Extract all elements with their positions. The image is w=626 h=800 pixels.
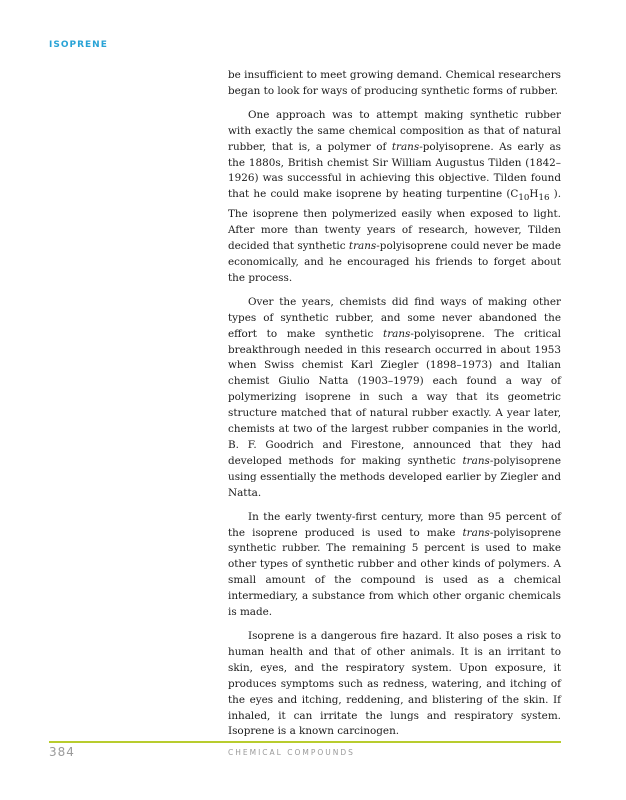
running-header: ISOPRENE	[49, 40, 108, 50]
paragraph-2: One approach was to attempt making synthetic rubber with exactly the same chemical composition as that of natural rubber, that is, a polymer of trans-polyisoprene. As early as the 1880s, British chemist Sir William Augustus Tilden (1842–1926) was successful in achieving this objective. Tilden found that he could make isoprene by heating turpentine ($C_{10}H_{16}$ ). The isoprene then polymerized easily when exposed to light. After more than twenty years of research, however, Tilden decided that synthetic trans-polyisoprene could never be made economically, and he encouraged his friends to forget about the process.	[228, 108, 562, 284]
paragraph-4: In the early twenty-first century, more than 95 percent of the isoprene produced is used to make trans-polyisoprene synthetic rubber. The remaining 5 percent is used to make other types of synthetic rubber and other kinds of polymers. A small amount of the compound is used as a chemical intermediary, a substance from which other organic chemicals is made.	[228, 510, 561, 619]
paragraph-5: Isoprene is a dangerous fire hazard. It also poses a risk to human health and that of other animals. It is an irritant to skin, eyes, and the respiratory system. Upon exposure, it produces symptoms such as redness, watering, and itching of the eyes and itching, reddening, and blistering of the skin. If inhaled, it can irritate the lungs and respiratory system. Isoprene is a known carcinogen.	[228, 629, 561, 738]
paragraph-3: Over the years, chemists did find ways of making other types of synthetic rubber, and some never abandoned the effort to make synthetic trans-polyisoprene. The critical breakthrough needed in this research occurred in about 1953 when Swiss chemist Karl Ziegler (1898–1973) and Italian chemist Giulio Natta (1903–1979) each found a way of polymerizing isoprene in such a way that its geometric structure matched that of natural rubber exactly. A year later, chemists at two of the largest rubber companies in the world, B. F. Goodrich and Firestone, announced that they had developed methods for making synthetic trans-polyisoprene using essentially the methods developed earlier by Ziegler and Natta.	[228, 295, 562, 499]
paragraph-1: be insufficient to meet growing demand. Chemical researchers began to look for ways of producing synthetic forms of rubber.	[228, 69, 561, 97]
page-number: 384	[49, 745, 75, 759]
body-text	[228, 68, 561, 748]
footer-book-title: CHEMICAL COMPOUNDS	[228, 748, 355, 757]
footer-rule	[49, 741, 561, 743]
